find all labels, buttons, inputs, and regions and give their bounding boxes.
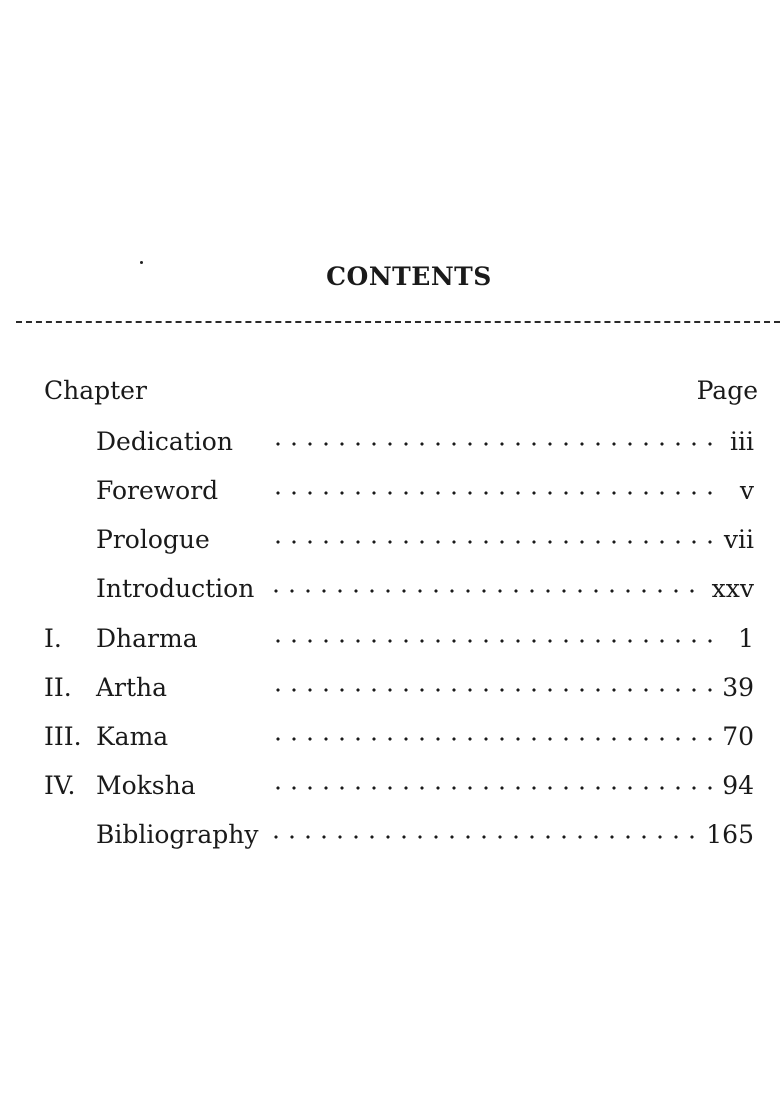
toc-entry bbox=[0, 673, 780, 707]
toc-entry-page: xxv bbox=[711, 574, 754, 603]
dot-leader bbox=[270, 441, 712, 447]
toc-entry-label: Dedication bbox=[96, 427, 233, 456]
dot-leader bbox=[268, 588, 706, 594]
dot-leader bbox=[270, 687, 712, 693]
toc-entry-number: II. bbox=[44, 673, 72, 702]
toc-entry bbox=[0, 427, 780, 461]
toc-entry-label: Introduction bbox=[96, 574, 255, 603]
toc-entry bbox=[0, 525, 780, 559]
toc-entry-page: 165 bbox=[706, 820, 754, 849]
toc-entry bbox=[0, 624, 780, 658]
contents-title: CONTENTS bbox=[326, 262, 492, 291]
toc-entry-page: 94 bbox=[722, 771, 754, 800]
chapter-column-header: Chapter bbox=[44, 376, 147, 405]
toc-entry-page: 70 bbox=[722, 722, 754, 751]
toc-entry-label: Moksha bbox=[96, 771, 196, 800]
toc-entry-number: IV. bbox=[44, 771, 76, 800]
dot-leader bbox=[270, 785, 712, 791]
toc-entry-page: v bbox=[739, 476, 754, 505]
toc-entry-label: Dharma bbox=[96, 624, 198, 653]
dot-leader bbox=[268, 834, 706, 840]
toc-entry-number: III. bbox=[44, 722, 82, 751]
page-column-header: Page bbox=[696, 376, 758, 405]
toc-entry-label: Foreword bbox=[96, 476, 219, 505]
toc-entry-page: iii bbox=[730, 427, 754, 456]
toc-entry-label: Artha bbox=[96, 673, 168, 702]
toc-entry bbox=[0, 476, 780, 510]
toc-entry-page: 39 bbox=[722, 673, 754, 702]
toc-entry bbox=[0, 722, 780, 756]
toc-entry-number: I. bbox=[44, 624, 62, 653]
toc-entry-label: Kama bbox=[96, 722, 169, 751]
dot-leader bbox=[270, 539, 712, 545]
title-divider bbox=[16, 321, 780, 323]
dot-leader bbox=[270, 736, 712, 742]
dot-leader bbox=[270, 490, 712, 496]
toc-entry bbox=[0, 820, 780, 854]
dot-leader bbox=[270, 638, 712, 644]
toc-entry-page: 1 bbox=[738, 624, 754, 653]
toc-entry-label: Prologue bbox=[96, 525, 210, 554]
toc-entry bbox=[0, 574, 780, 608]
toc-entry-label: Bibliography bbox=[96, 820, 259, 849]
toc-entry-page: vii bbox=[723, 525, 754, 554]
toc-entry bbox=[0, 771, 780, 805]
